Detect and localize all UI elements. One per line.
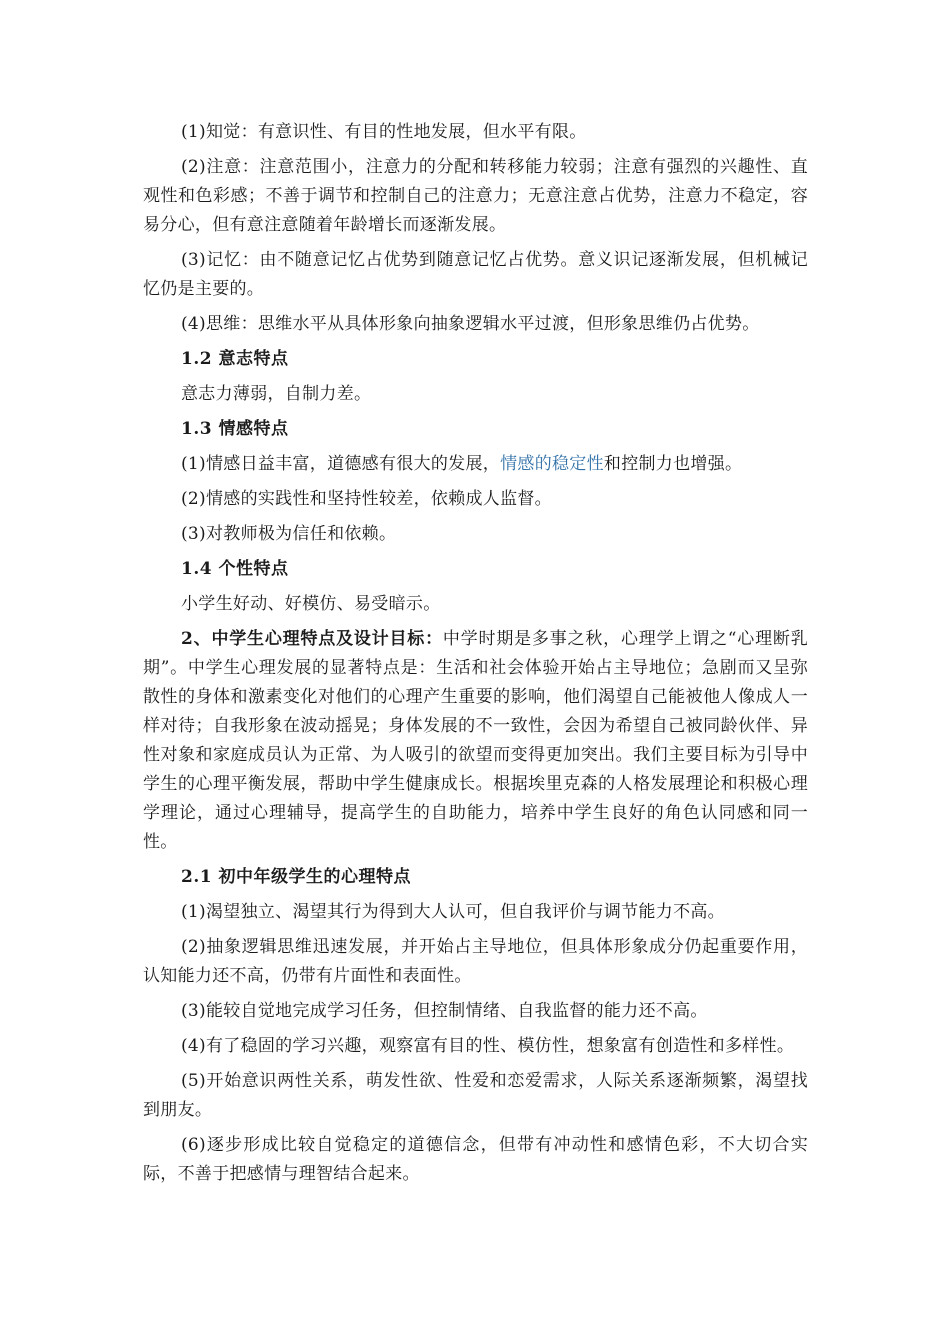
emotion-stability-link[interactable]: 情感的稳定性: [500, 454, 604, 474]
paragraph-middle-school: [143, 625, 808, 857]
heading-junior: 2.1 初中年级学生的心理特点: [181, 867, 411, 887]
paragraph-emotion-3: (3)对教师极为信任和依赖。: [181, 524, 397, 544]
list-item: (5)开始意识两性关系，萌发性欲、性爱和恋爱需求，人际关系逐渐频繁，渴望找到朋友。: [143, 1071, 808, 1120]
heading-will: 1.2 意志特点: [181, 349, 289, 369]
list-item: (2)抽象逻辑思维迅速发展，并开始占主导地位，但具体形象成分仍起重要作用，认知能力还不高，仍带有片面性和表面性。: [143, 937, 808, 986]
paragraph-will: 意志力薄弱，自制力差。: [181, 384, 372, 404]
middle-school-lead: 2、中学生心理特点及设计目标：: [181, 629, 443, 649]
list-item: (1)渴望独立、渴望其行为得到大人认可，但自我评价与调节能力不高。: [181, 902, 725, 922]
list-item: (4)有了稳固的学习兴趣，观察富有目的性、模仿性，想象富有创造性和多样性。: [181, 1036, 795, 1056]
list-item: (3)能较自觉地完成学习任务，但控制情绪、自我监督的能力还不高。: [181, 1001, 708, 1021]
heading-personality: 1.4 个性特点: [181, 559, 289, 579]
document-page: [143, 118, 808, 1195]
list-item: (6)逐步形成比较自觉稳定的道德信念，但带有冲动性和感情色彩，不大切合实际，不善于把感情与理智结合起来。: [143, 1135, 808, 1184]
emotion-1-after: 和控制力也增强。: [603, 454, 743, 474]
paragraph-memory: (3)记忆：由不随意记忆占优势到随意记忆占优势。意义识记逐渐发展，但机械记忆仍是主要的。: [143, 250, 808, 299]
paragraph-perception: (1)知觉：有意识性、有目的性地发展，但水平有限。: [181, 122, 587, 142]
paragraph-emotion-1: [143, 450, 808, 479]
paragraph-personality: 小学生好动、好模仿、易受暗示。: [181, 594, 441, 614]
paragraph-attention: (2)注意：注意范围小，注意力的分配和转移能力较弱；注意有强烈的兴趣性、直观性和色彩感；不善于调节和控制自己的注意力；无意注意占优势，注意力不稳定，容易分心，但有意注意随着年龄增长而逐渐发展。: [143, 157, 808, 235]
emotion-1-before: (1)情感日益丰富，道德感有很大的发展，: [181, 454, 501, 474]
paragraph-thinking: (4)思维：思维水平从具体形象向抽象逻辑水平过渡，但形象思维仍占优势。: [181, 314, 760, 334]
paragraph-emotion-2: (2)情感的实践性和坚持性较差，依赖成人监督。: [181, 489, 552, 509]
heading-emotion: 1.3 情感特点: [181, 419, 289, 439]
middle-school-body: 中学时期是多事之秋，心理学上谓之“心理断乳期”。中学生心理发展的显著特点是：生活和社会体验开始占主导地位；急剧而又呈弥散性的身体和激素变化对他们的心理产生重要的影响，他们渴望自己能被他人像成人一样对待；自我形象在波动摇晃；身体发展的不一致性，会因为希望自己被同龄伙伴、异性对象和家庭成员认为正常、为人吸引的欲望而变得更加突出。我们主要目标为引导中学生的心理平衡发展，帮助中学生健康成长。根据埃里克森的人格发展理论和积极心理学理论，通过心理辅导，提高学生的自助能力，培养中学生良好的角色认同感和同一性。: [143, 629, 808, 852]
